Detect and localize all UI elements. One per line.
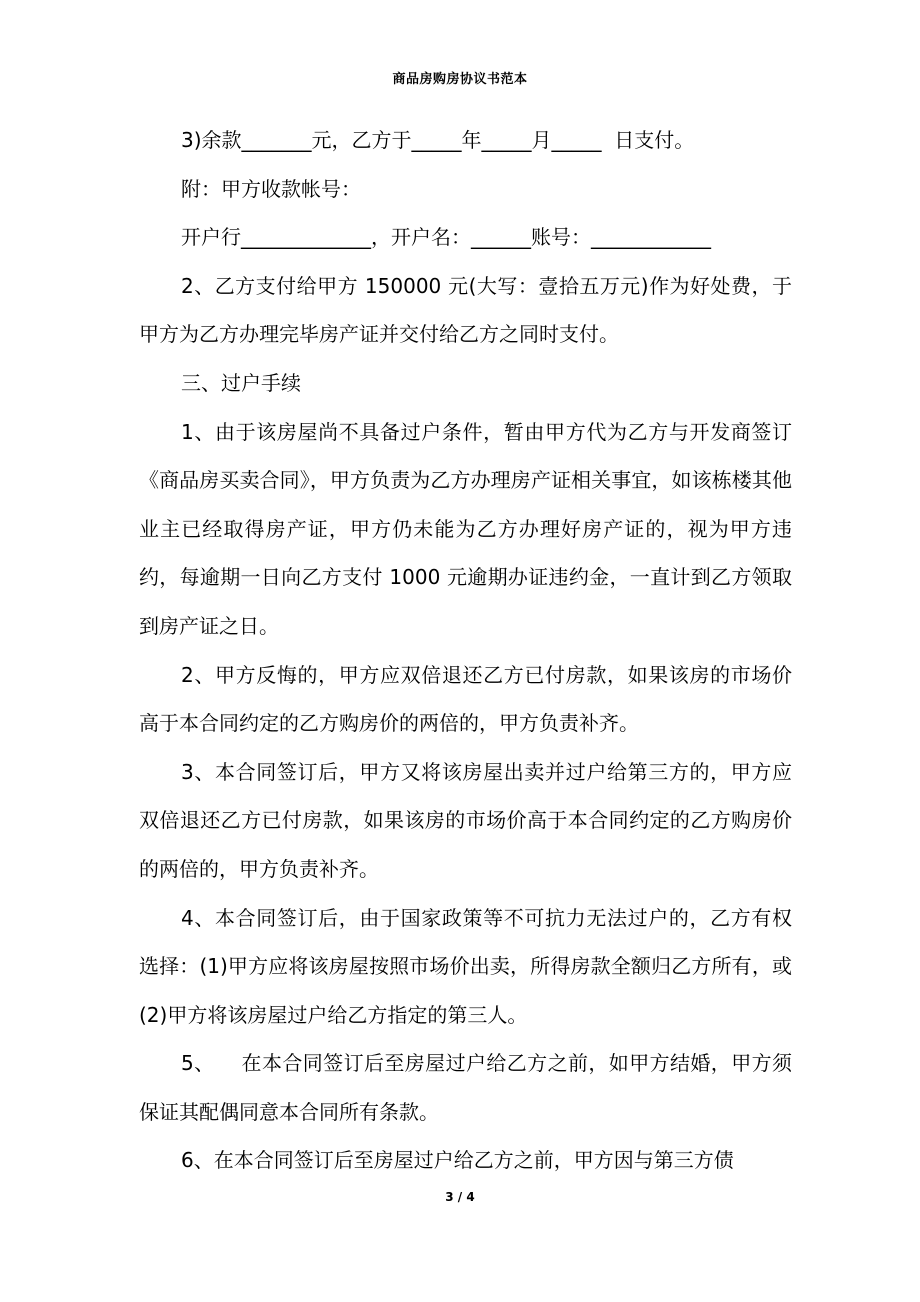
paragraph-clause-2-fee: 2、乙方支付给甲方 150000 元(大写：壹拾五万元)作为好处费，于甲方为乙方办理完毕房产证并交付给乙方之同时支付。 [139, 273, 792, 347]
page-number: 3 / 4 [445, 1190, 475, 1204]
paragraph-clause-4: 4、本合同签订后，由于国家政策等不可抗力无法过户的，乙方有权选择：(1)甲方应将该房屋按照市场价出卖，所得房款全额归乙方所有，或(2)甲方将该房屋过户给乙方指定的第三人。 [139, 905, 792, 1027]
paragraph-account-details: 开户行_____________，开户名：______账号：____________ [181, 225, 711, 250]
paragraph-clause-5: 5、 在本合同签订后至房屋过户给乙方之前，如甲方结婚，甲方须保证其配偶同意本合同所有条款。 [139, 1051, 792, 1124]
section-heading-transfer: 三、过户手续 [181, 370, 301, 395]
paragraph-clause-2: 2、甲方反悔的，甲方应双倍退还乙方已付房款，如果该房的市场价高于本合同约定的乙方购房价的两倍的，甲方负责补齐。 [139, 662, 792, 736]
paragraph-clause-6: 6、在本合同签订后至房屋过户给乙方之前，甲方因与第三方债 [181, 1148, 734, 1173]
document-body [139, 116, 792, 1185]
paragraph-clause-1: 1、由于该房屋尚不具备过户条件，暂由甲方代为乙方与开发商签订《商品房买卖合同》，甲方负责为乙方办理房产证相关事宜，如该栋楼其他业主已经取得房产证，甲方仍未能为乙方办理好房产证的，视为甲方违约，每逾期一日向乙方支付 1000 元逾期办证违约金，一直计到乙方领取到房产证之日。 [139, 419, 792, 638]
paragraph-balance-payment: 3)余款_______元，乙方于_____年_____月_____ 日支付。 [181, 128, 695, 152]
paragraph-account-label: 附：甲方收款帐号： [181, 176, 361, 201]
paragraph-clause-3: 3、本合同签订后，甲方又将该房屋出卖并过户给第三方的，甲方应双倍退还乙方已付房款，如果该房的市场价高于本合同约定的乙方购房价的两倍的，甲方负责补齐。 [139, 759, 792, 881]
page-header-title: 商品房购房协议书范本 [392, 72, 528, 87]
